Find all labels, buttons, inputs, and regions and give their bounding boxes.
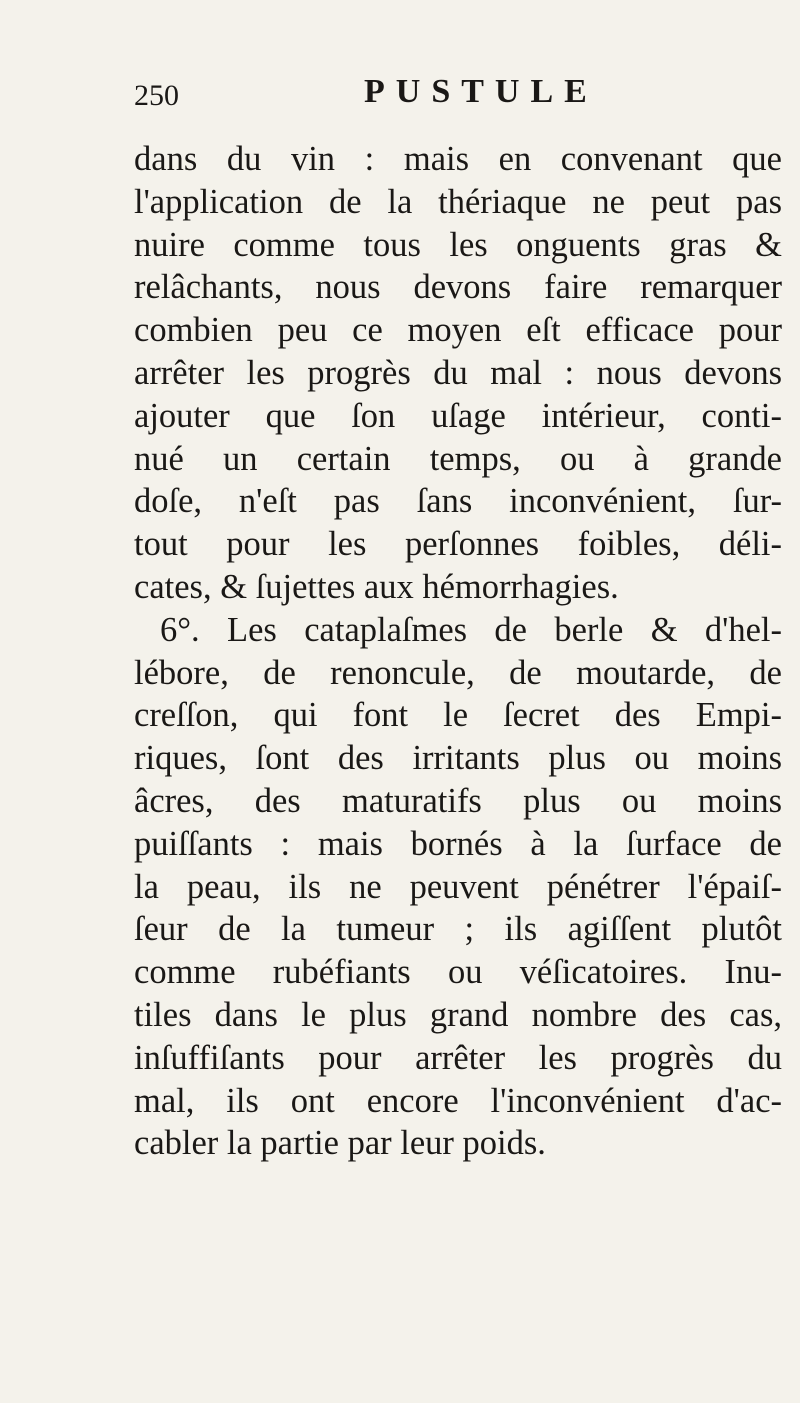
text-line: comme rubéfiants ou véſicatoires. Inu-: [134, 953, 782, 992]
text-line: puiſſants : mais bornés à la ſurface de: [134, 824, 782, 863]
text-line: combien peu ce moyen eſt efficace pour: [134, 311, 782, 350]
text-line: dans du vin : mais en convenant que: [134, 140, 782, 178]
paragraph-start-line: 6°. Les cataplaſmes de berle & d'hel-: [160, 610, 782, 649]
text-line: âcres, des maturatifs plus ou moins: [134, 781, 782, 820]
text-line: creſſon, qui font le ſecret des Empi-: [134, 696, 782, 735]
page-number: 250: [134, 79, 179, 112]
text-line: nué un certain temps, ou à grande: [134, 439, 782, 478]
body-text: [134, 138, 794, 1165]
running-head: PUSTULE: [364, 73, 598, 110]
text-line: tout pour les perſonnes foibles, déli-: [134, 525, 782, 564]
text-line: cabler la partie par leur poids.: [134, 1124, 546, 1163]
text-line: cates, & ſujettes aux hémorrhagies.: [134, 567, 619, 606]
text-line: lébore, de renoncule, de moutarde, de: [134, 653, 782, 692]
text-line: nuire comme tous les onguents gras &: [134, 225, 782, 264]
text-line: ajouter que ſon uſage intérieur, conti-: [134, 396, 782, 435]
text-line: arrêter les progrès du mal : nous devons: [134, 353, 782, 392]
text-line: tiles dans le plus grand nombre des cas,: [134, 995, 782, 1034]
page-header: [134, 72, 598, 116]
text-line: mal, ils ont encore l'inconvénient d'ac-: [134, 1081, 782, 1120]
text-line: l'application de la thériaque ne peut pas: [134, 182, 782, 221]
text-line: inſuffiſants pour arrêter les progrès du: [134, 1038, 782, 1077]
text-line: ſeur de la tumeur ; ils agiſſent plutôt: [134, 910, 782, 949]
text-line: doſe, n'eſt pas ſans inconvénient, ſur-: [134, 482, 782, 521]
text-line: riques, ſont des irritants plus ou moins: [134, 739, 782, 778]
text-line: relâchants, nous devons faire remarquer: [134, 268, 782, 307]
text-line: la peau, ils ne peuvent pénétrer l'épaiſ-: [134, 867, 782, 906]
